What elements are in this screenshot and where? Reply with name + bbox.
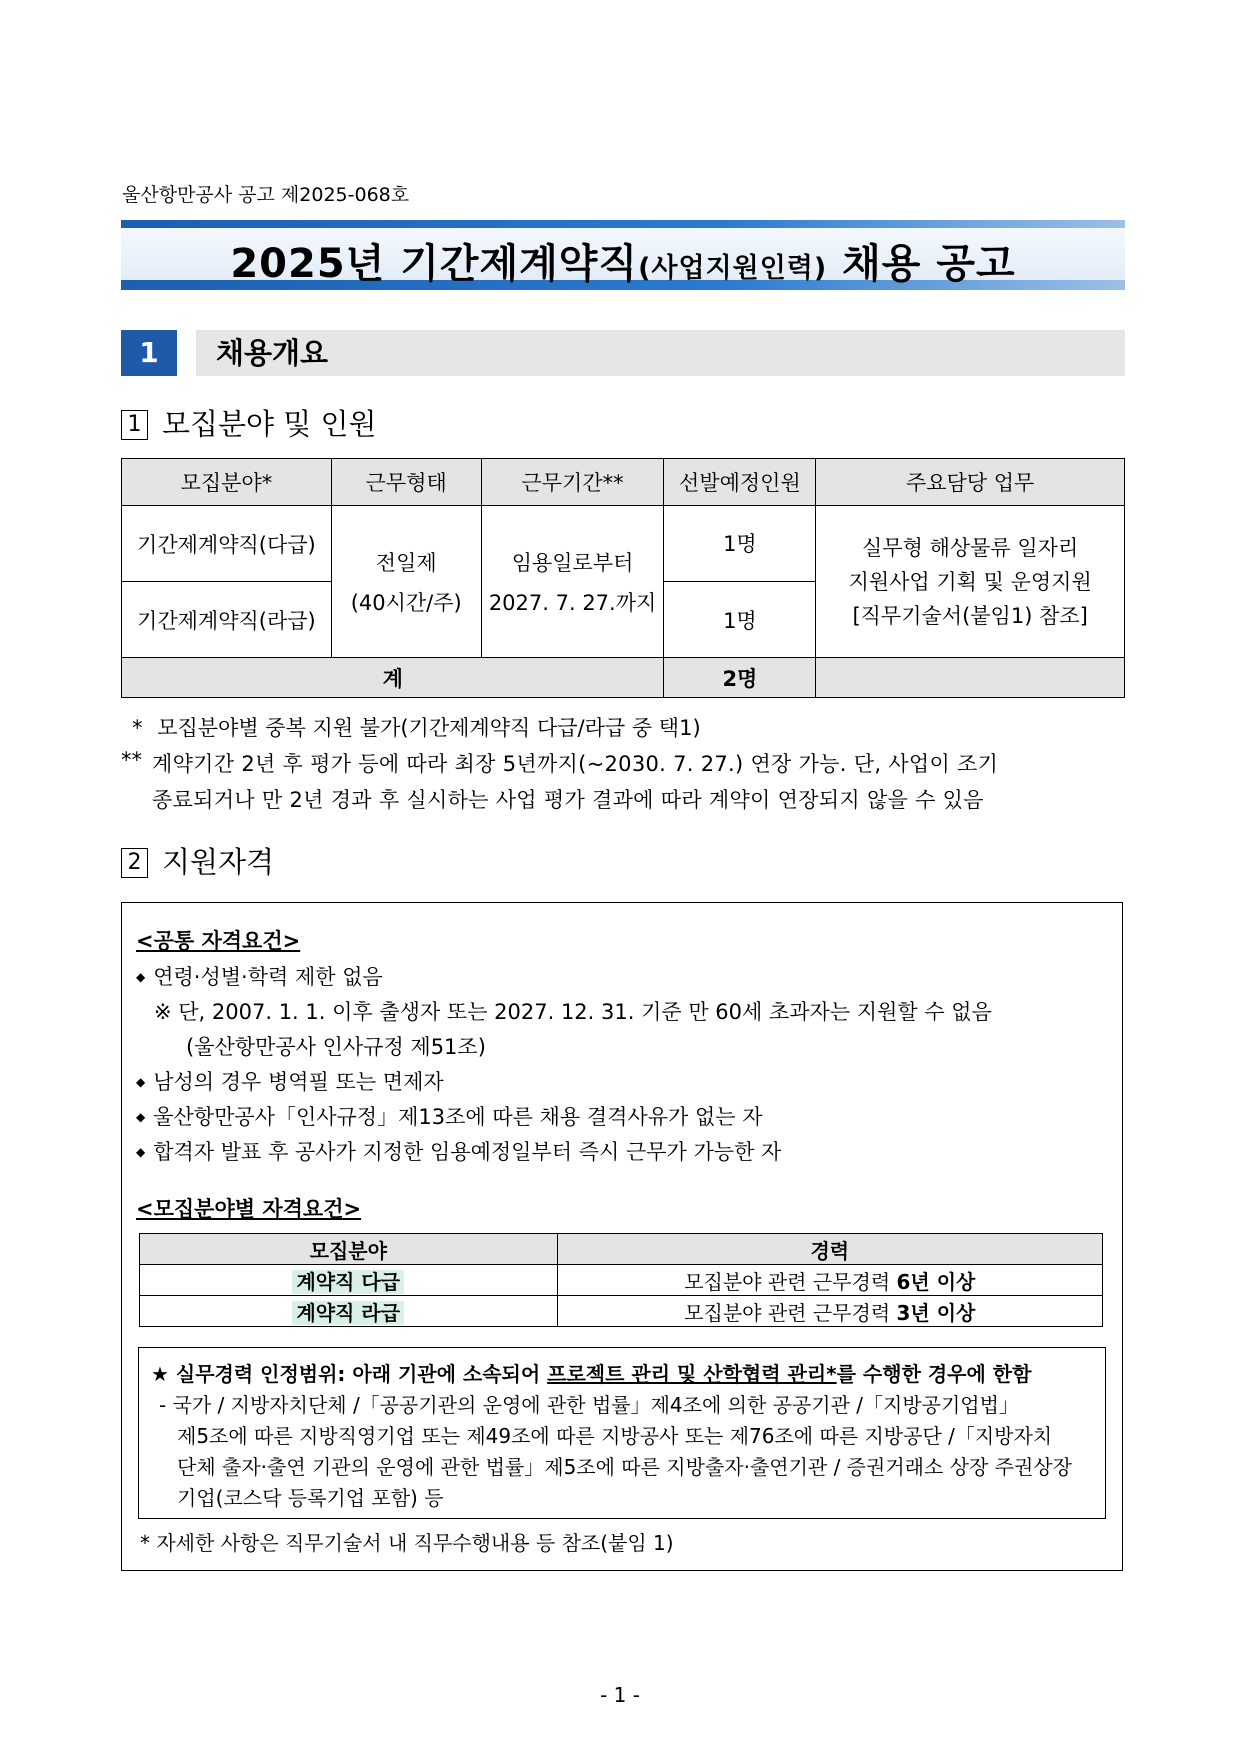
duty-line3: [직무기술서(붙임1) 참조] — [852, 603, 1088, 628]
header-count: 선발예정인원 — [664, 459, 816, 506]
exception-line1: ※ 단, 2007. 1. 1. 이후 출생자 또는 2027. 12. 31. 기준 만 60세 초과자는 지원할 수 없음 — [154, 1000, 992, 1024]
career-row-value: 모집분야 관련 근무경력 6년 이상 — [557, 1265, 1102, 1296]
work-type-cell — [331, 506, 481, 658]
subsection-title: 지원자격 — [162, 845, 275, 879]
bullet-icon: ◆ — [136, 1075, 146, 1089]
total-count: 2명 — [664, 658, 816, 698]
career-row-value: 모집분야 관련 근무경력 3년 이상 — [557, 1296, 1102, 1327]
requirement-item: ◆ 연령·성별·학력 제한 없음 — [136, 965, 383, 989]
career-row-field: 계약직 라급 — [140, 1296, 558, 1327]
title-paren: (사업지원인력) — [638, 253, 828, 284]
header-period: 근무기간** — [481, 459, 664, 506]
work-type-line1: 전일제 — [375, 550, 437, 575]
section-title: 채용개요 — [216, 336, 329, 370]
subsection-number: 1 — [121, 410, 148, 440]
note-1-text: 모집분야별 중복 지원 불가(기간제계약직 다급/라급 중 택1) — [157, 716, 701, 740]
title-main: 2025년 기간제계약직 — [230, 241, 639, 287]
career-scope-box — [138, 1347, 1106, 1519]
total-label: 계 — [122, 658, 664, 698]
note-2-line2: 종료되거나 만 2년 경과 후 실시하는 사업 평가 결과에 따라 계약이 연장되지 않을 수 있음 — [152, 788, 984, 812]
requirement-item: ◆ 합격자 발표 후 공사가 지정한 임용예정일부터 즉시 근무가 가능한 자 — [136, 1140, 782, 1164]
scope-line1: - 국가 / 지방자치단체 /「공공기관의 운영에 관한 법률」제4조에 의한 공공기관 /「지방공기업법」 — [159, 1393, 1019, 1417]
duty-cell — [816, 506, 1125, 658]
page-number: - 1 - — [600, 1683, 640, 1707]
field-requirements-heading: <모집분야별 자격요건> — [136, 1197, 362, 1221]
row1-count: 1명 — [664, 506, 816, 582]
title-tail: 채용 공고 — [842, 241, 1016, 287]
career-table — [139, 1233, 1103, 1327]
duty-line1: 실무형 해상물류 일자리 — [862, 535, 1079, 560]
common-requirements-heading: <공통 자격요건> — [136, 929, 301, 953]
note-1 — [132, 712, 701, 742]
recruitment-table — [121, 458, 1125, 698]
row2-field: 기간제계약직(라급) — [122, 582, 332, 658]
period-line2: 2027. 7. 27.까지 — [488, 590, 657, 615]
career-header-field: 모집분야 — [140, 1234, 558, 1265]
career-header-career: 경력 — [557, 1234, 1102, 1265]
bullet-icon: ◆ — [136, 1145, 146, 1159]
title-banner — [121, 220, 1125, 290]
notice-number: 울산항만공사 공고 제2025-068호 — [122, 184, 410, 206]
requirement-item: ◆ 남성의 경우 병역필 또는 면제자 — [136, 1070, 444, 1094]
exception-line2: (울산항만공사 인사규정 제51조) — [186, 1035, 486, 1059]
requirement-item: ◆ 울산항만공사「인사규정」제13조에 따른 채용 결격사유가 없는 자 — [136, 1105, 763, 1129]
scope-line2: 제5조에 따른 지방직영기업 또는 제49조에 따른 지방공사 또는 제76조에 따른 지방공단 /「지방자치 — [177, 1424, 1053, 1448]
subsection-heading-recruitment — [121, 402, 377, 443]
duty-line2: 지원사업 기획 및 운영지원 — [848, 569, 1092, 594]
note-2-mark: ** — [121, 748, 142, 772]
work-type-line2: (40시간/주) — [350, 590, 462, 615]
bullet-icon: ◆ — [136, 970, 146, 984]
subsection-title: 모집분야 및 인원 — [162, 407, 377, 441]
document-title — [121, 232, 1125, 289]
note-2-line1: 계약기간 2년 후 평가 등에 따라 최장 5년까지(~2030. 7. 27.) 연장 가능. 단, 사업이 조기 — [152, 752, 999, 776]
total-empty — [816, 658, 1125, 698]
footnote: * 자세한 사항은 직무기술서 내 직무수행내용 등 참조(붙임 1) — [140, 1531, 674, 1555]
qualification-box — [121, 902, 1123, 1571]
banner-top-bar — [121, 220, 1125, 228]
subsection-heading-qualification — [121, 840, 274, 881]
scope-line3: 단체 출자·출연 기관의 운영에 관한 법률」제5조에 따른 지방출자·출연기관 / 증권거래소 상장 주권상장 — [177, 1455, 1072, 1479]
bullet-icon: ◆ — [136, 1110, 146, 1124]
career-row-field: 계약직 다급 — [140, 1265, 558, 1296]
note-1-mark: * — [132, 716, 143, 740]
header-work-type: 근무형태 — [331, 459, 481, 506]
scope-heading: ★ 실무경력 인정범위: 아래 기관에 소속되어 프로젝트 관리 및 산학협력 관리*를 수행한 경우에 한함 — [151, 1362, 1032, 1386]
section-heading-bar — [196, 330, 1125, 376]
period-cell — [481, 506, 664, 658]
scope-line4: 기업(코스닥 등록기업 포함) 등 — [177, 1486, 444, 1510]
row2-count: 1명 — [664, 582, 816, 658]
period-line1: 임용일로부터 — [511, 550, 634, 575]
header-field: 모집분야* — [122, 459, 332, 506]
header-duty: 주요담당 업무 — [816, 459, 1125, 506]
row1-field: 기간제계약직(다급) — [122, 506, 332, 582]
subsection-number: 2 — [121, 848, 148, 878]
section-number: 1 — [121, 330, 177, 376]
